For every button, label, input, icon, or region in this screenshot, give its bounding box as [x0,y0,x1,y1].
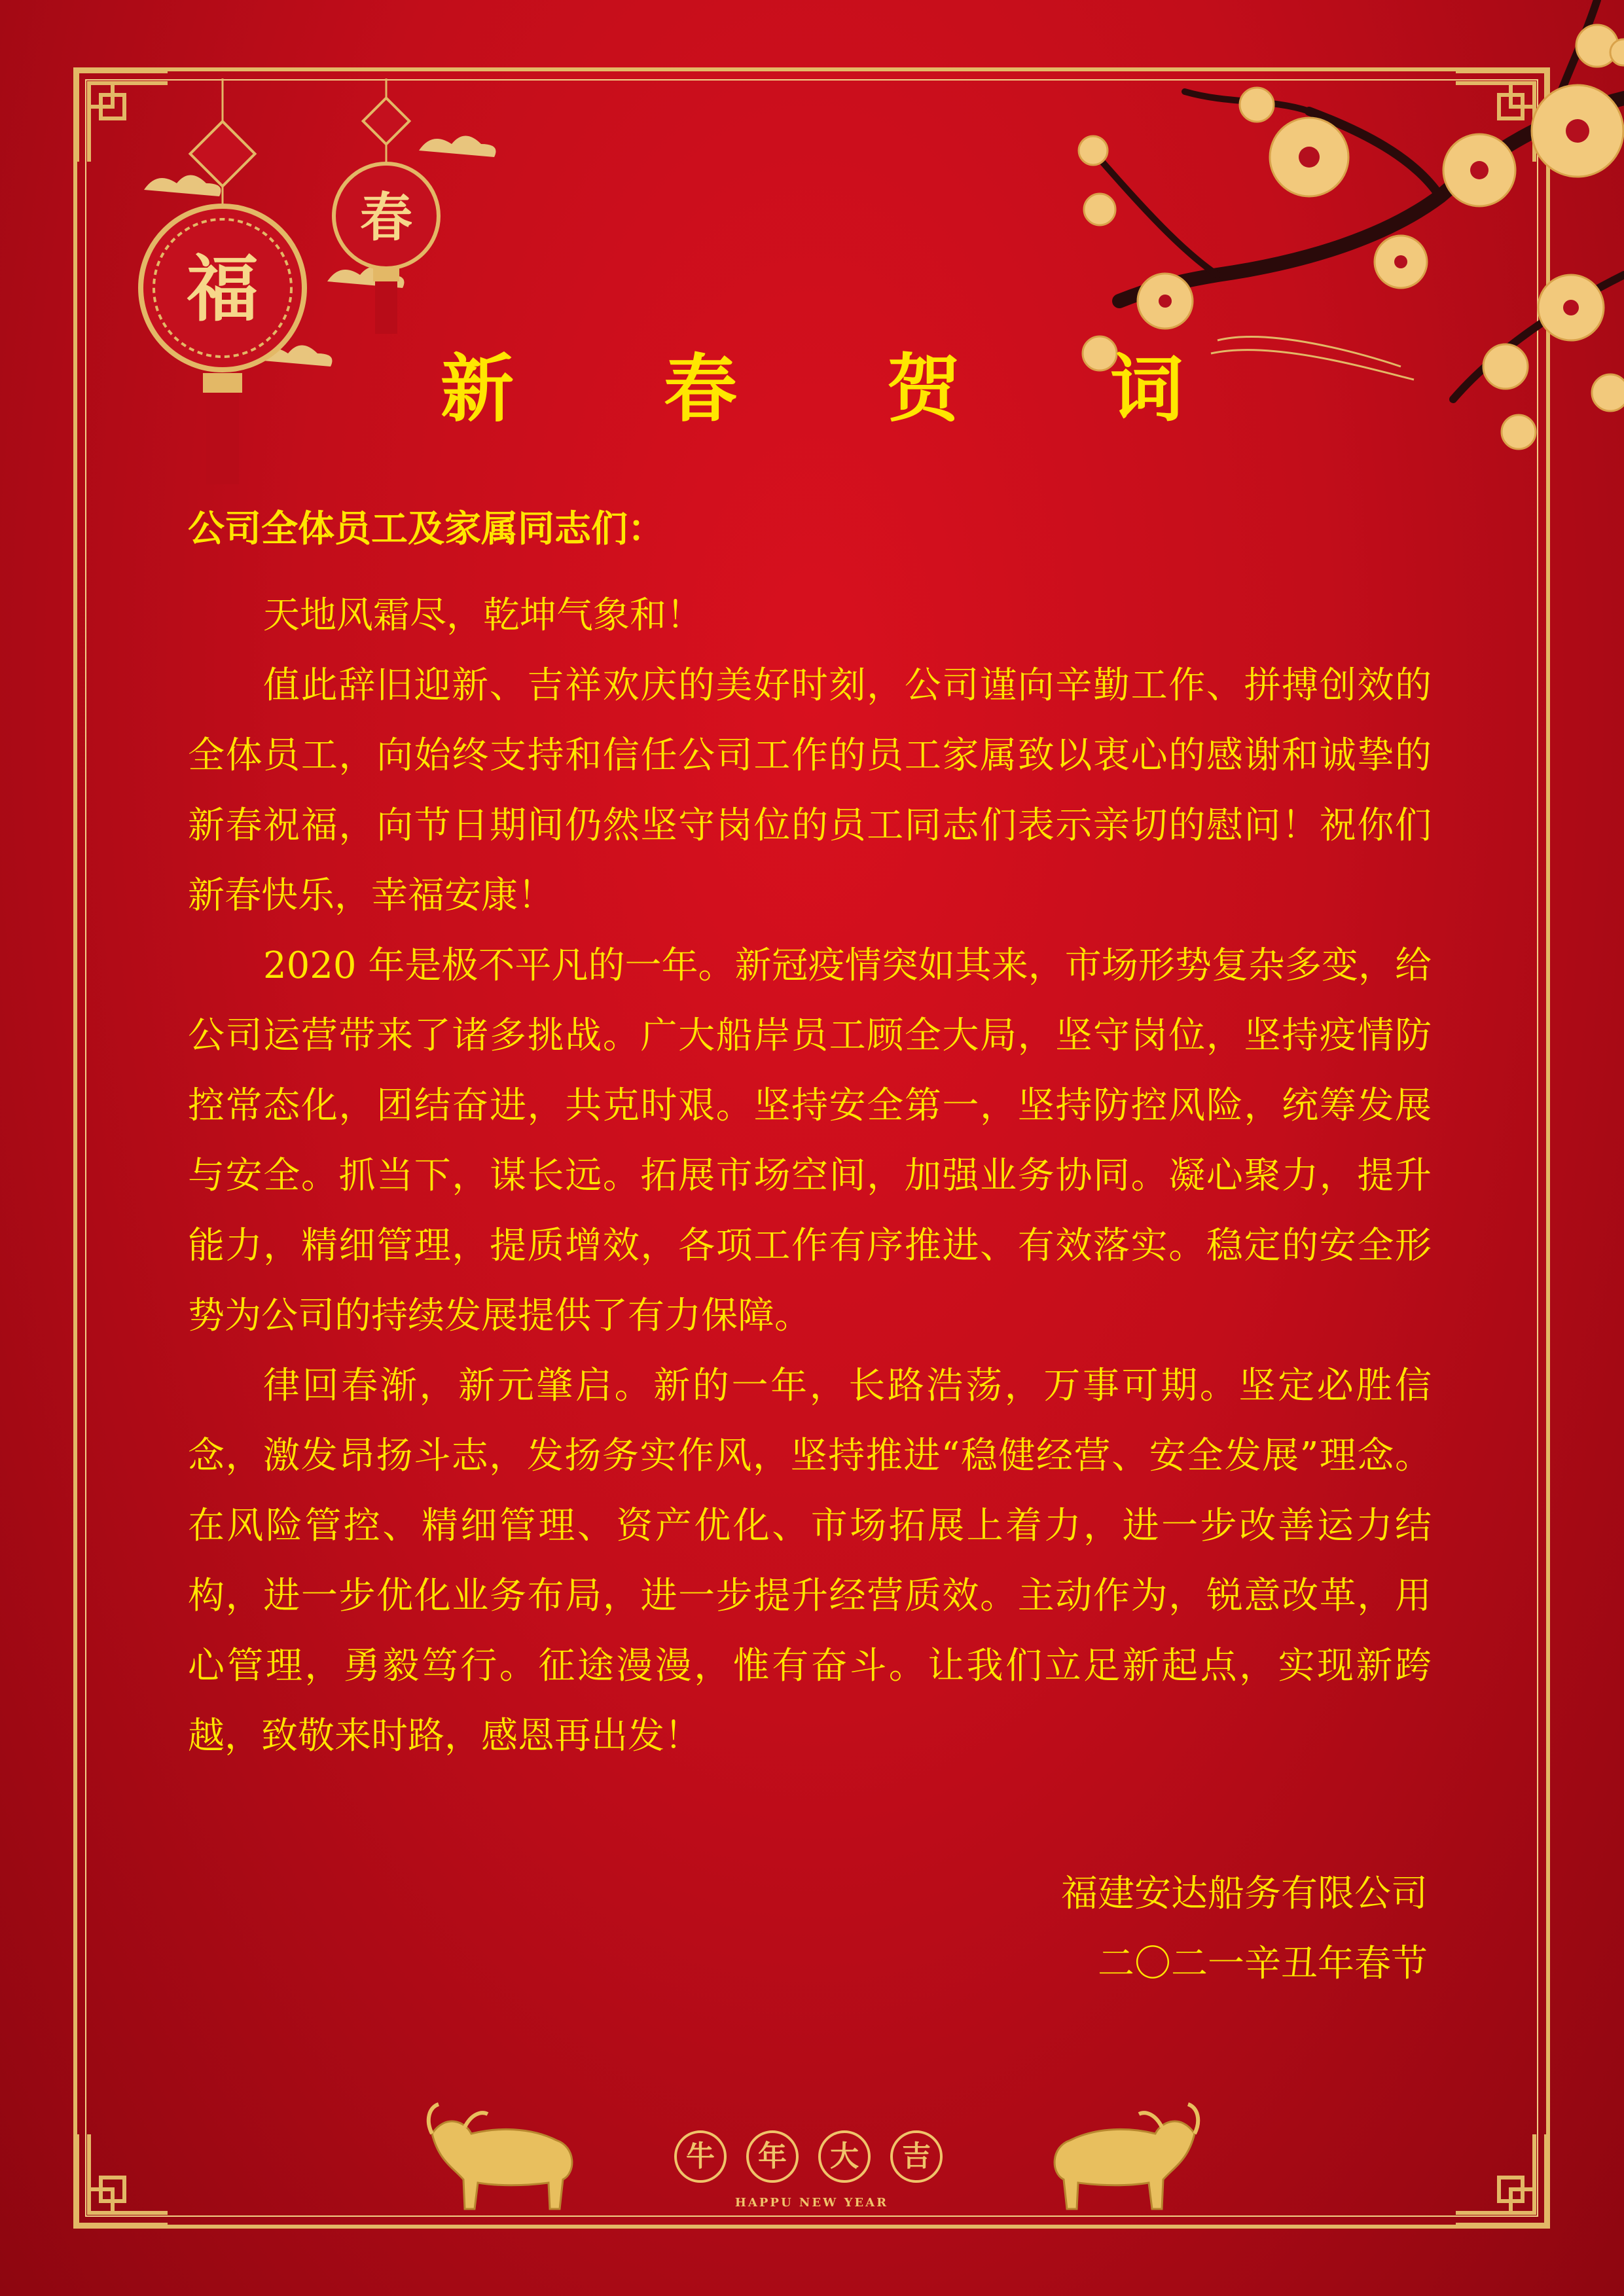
letter-paragraph: 2020 年是极不平凡的一年。新冠疫情突如其来，市场形势复杂多变，给公司运营带来了诸多挑战。广大船岸员工顾全大局，坚守岗位，坚持疫情防控常态化，团结奋进，共克时艰。坚持安全第一，坚持防控风险，统筹发展与安全。抓当下，谋长远。拓展市场空间，加强业务协同。凝心聚力，提升能力，精细管理，提质增效，各项工作有序推进、有效落实。稳定的安全形势为公司的持续发展提供了有力保障。 [188,944,1432,1337]
badge-character: 吉 [890,2130,943,2183]
signature-date: 二〇二一辛丑年春节 [1098,1943,1428,1985]
letter-paragraph: 值此辞旧迎新、吉祥欢庆的美好时刻，公司谨向辛勤工作、拼搏创效的全体员工，向始终支持和信任公司工作的员工家属致以衷心的感谢和诚挚的新春祝福，向节日期间仍然坚守岗位的员工同志们表示亲切的慰问！祝你们新春快乐，幸福安康！ [188,664,1432,917]
new-year-badges [674,2130,949,2222]
letter-body [188,494,1432,1771]
letter-greeting: 公司全体员工及家属同志们： [188,508,664,550]
signature-company: 福建安达船务有限公司 [1061,1873,1428,1915]
badge-character: 年 [746,2130,799,2183]
badge-character: 大 [818,2130,871,2183]
signature-block [1061,1859,1428,1999]
lantern-fu-character: 福 [187,247,259,331]
corner-ornament-bottom-right [1452,2130,1550,2229]
badge-caption: HAPPU NEW YEAR [734,2196,889,2210]
badge-character: 牛 [674,2130,727,2183]
letter-paragraph: 律回春渐，新元肇启。新的一年，长路浩荡，万事可期。坚定必胜信念，激发昂扬斗志，发扬务实作风，坚持推进“稳健经营、安全发展”理念。在风险管控、精细管理、资产优化、市场拓展上着力，进一步改善运力结构，进一步优化业务布局，进一步提升经营质效。主动作为，锐意改革，用心管理，勇毅笃行。征途漫漫，惟有奋斗。让我们立足新起点，实现新跨越，致敬来时路，感恩再出发！ [188,1365,1432,1757]
lantern-chun-character: 春 [360,187,412,248]
corner-ornament-bottom-left [73,2130,171,2229]
letter-paragraph: 天地风霜尽，乾坤气象和！ [263,594,703,637]
letter-title: 新 春 贺 词 [441,346,1246,432]
golden-ox-right [1038,2094,1208,2212]
golden-ox-left [419,2094,589,2212]
